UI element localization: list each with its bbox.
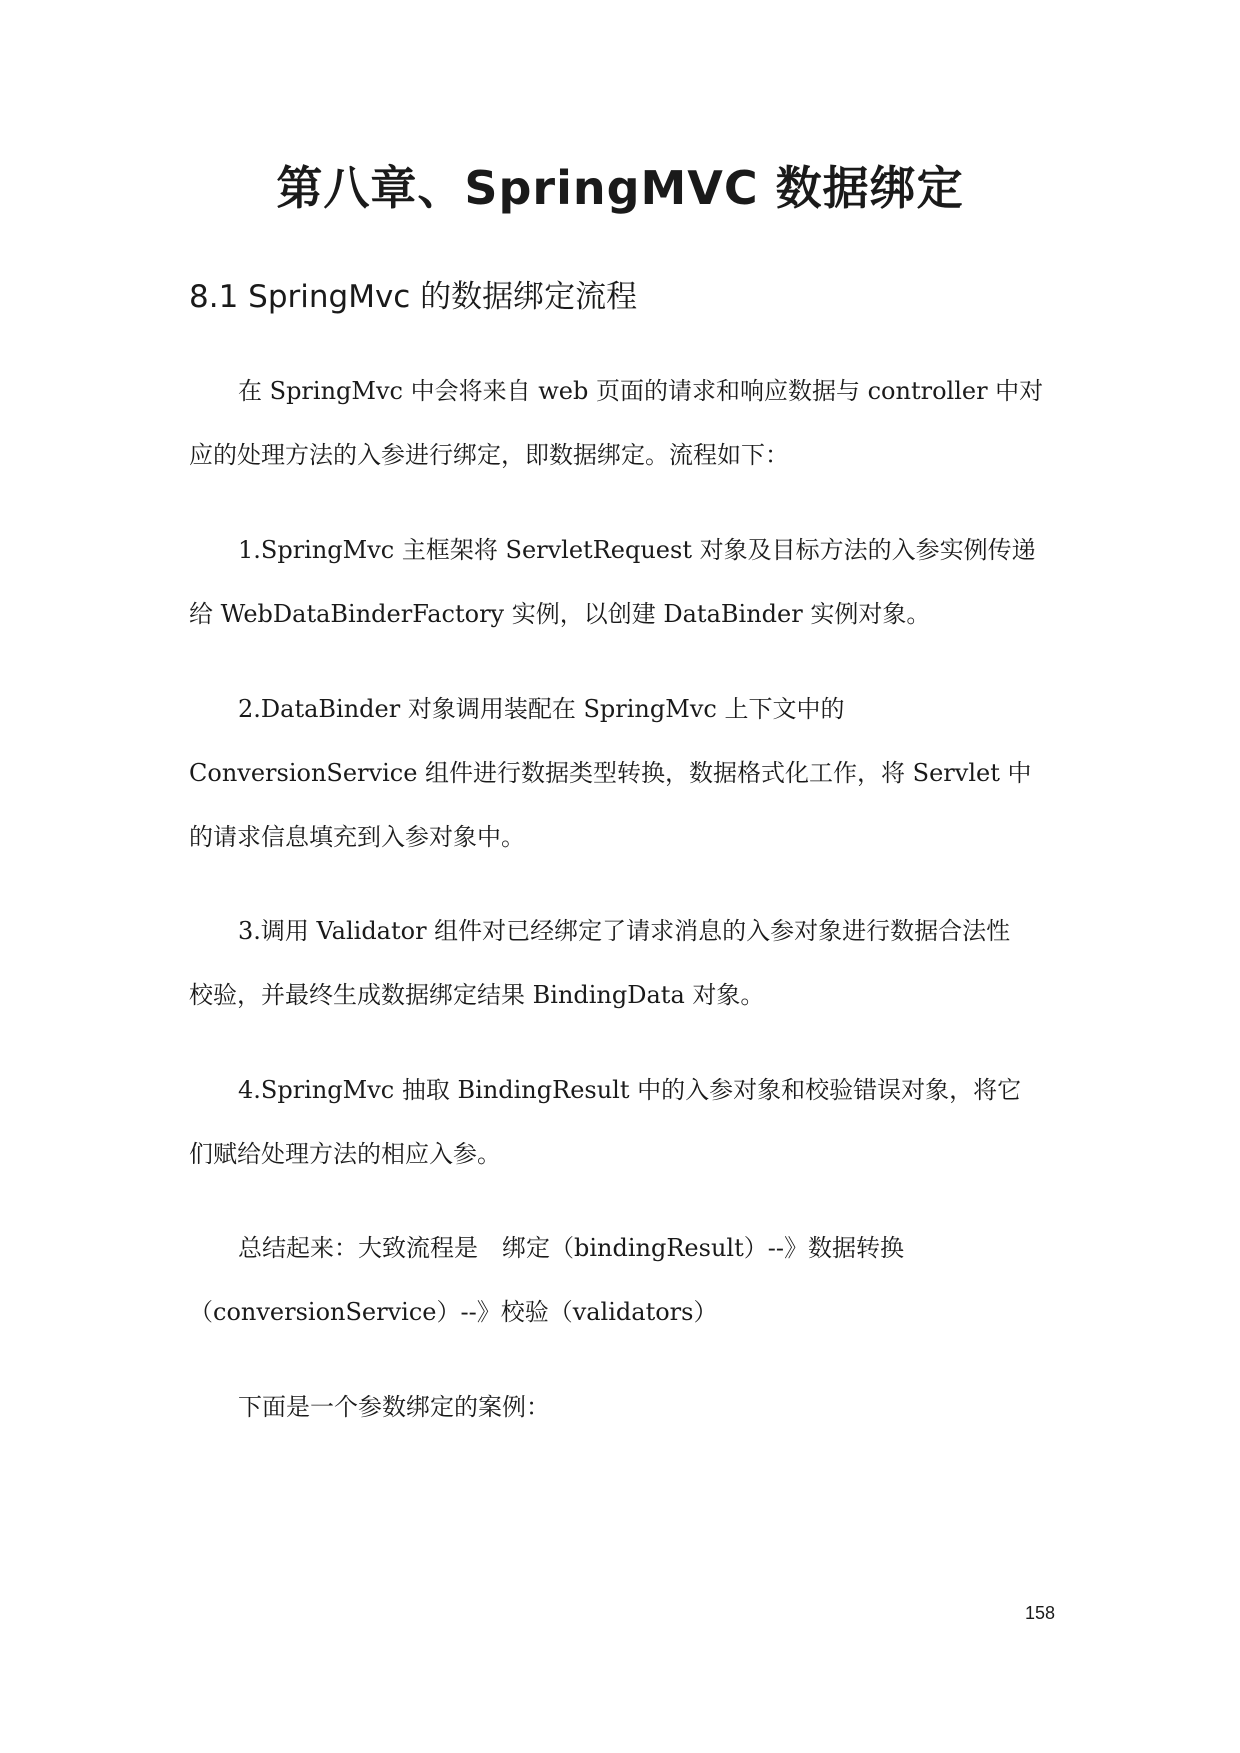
paragraph-line: ConversionService 组件进行数据类型转换，数据格式化工作，将 Servlet 中 (189, 759, 1032, 787)
paragraph-line: 给 WebDataBinderFactory 实例，以创建 DataBinder 实例对象。 (189, 600, 931, 628)
paragraph-line: 校验，并最终生成数据绑定结果 BindingData 对象。 (189, 981, 765, 1009)
paragraph-line: 们赋给处理方法的相应入参。 (189, 1140, 501, 1168)
paragraph-line: 下面是一个参数绑定的案例： (238, 1393, 550, 1421)
paragraph-line: （conversionService）--》校验（validators） (189, 1298, 718, 1326)
paragraph-line: 的请求信息填充到入参对象中。 (189, 823, 525, 851)
paragraph-line: 总结起来：大致流程是 绑定（bindingResult）--》数据转换 (238, 1234, 904, 1262)
paragraph-line: 4.SpringMvc 抽取 BindingResult 中的入参对象和校验错误对象，将它 (238, 1076, 1022, 1104)
paragraph-line: 3.调用 Validator 组件对已经绑定了请求消息的入参对象进行数据合法性 (238, 917, 1011, 945)
chapter-title: 第八章、SpringMVC 数据绑定 (276, 161, 964, 215)
paragraph-line: 1.SpringMvc 主框架将 ServletRequest 对象及目标方法的入参实例传递 (238, 536, 1036, 564)
page-number: 158 (1024, 1603, 1056, 1623)
section-title: 8.1 SpringMvc 的数据绑定流程 (189, 279, 638, 315)
paragraph-line: 应的处理方法的入参进行绑定，即数据绑定。流程如下： (189, 441, 789, 469)
paragraph-line: 在 SpringMvc 中会将来自 web 页面的请求和响应数据与 controller 中对 (238, 377, 1044, 405)
paragraph-line: 2.DataBinder 对象调用装配在 SpringMvc 上下文中的 (238, 695, 845, 723)
